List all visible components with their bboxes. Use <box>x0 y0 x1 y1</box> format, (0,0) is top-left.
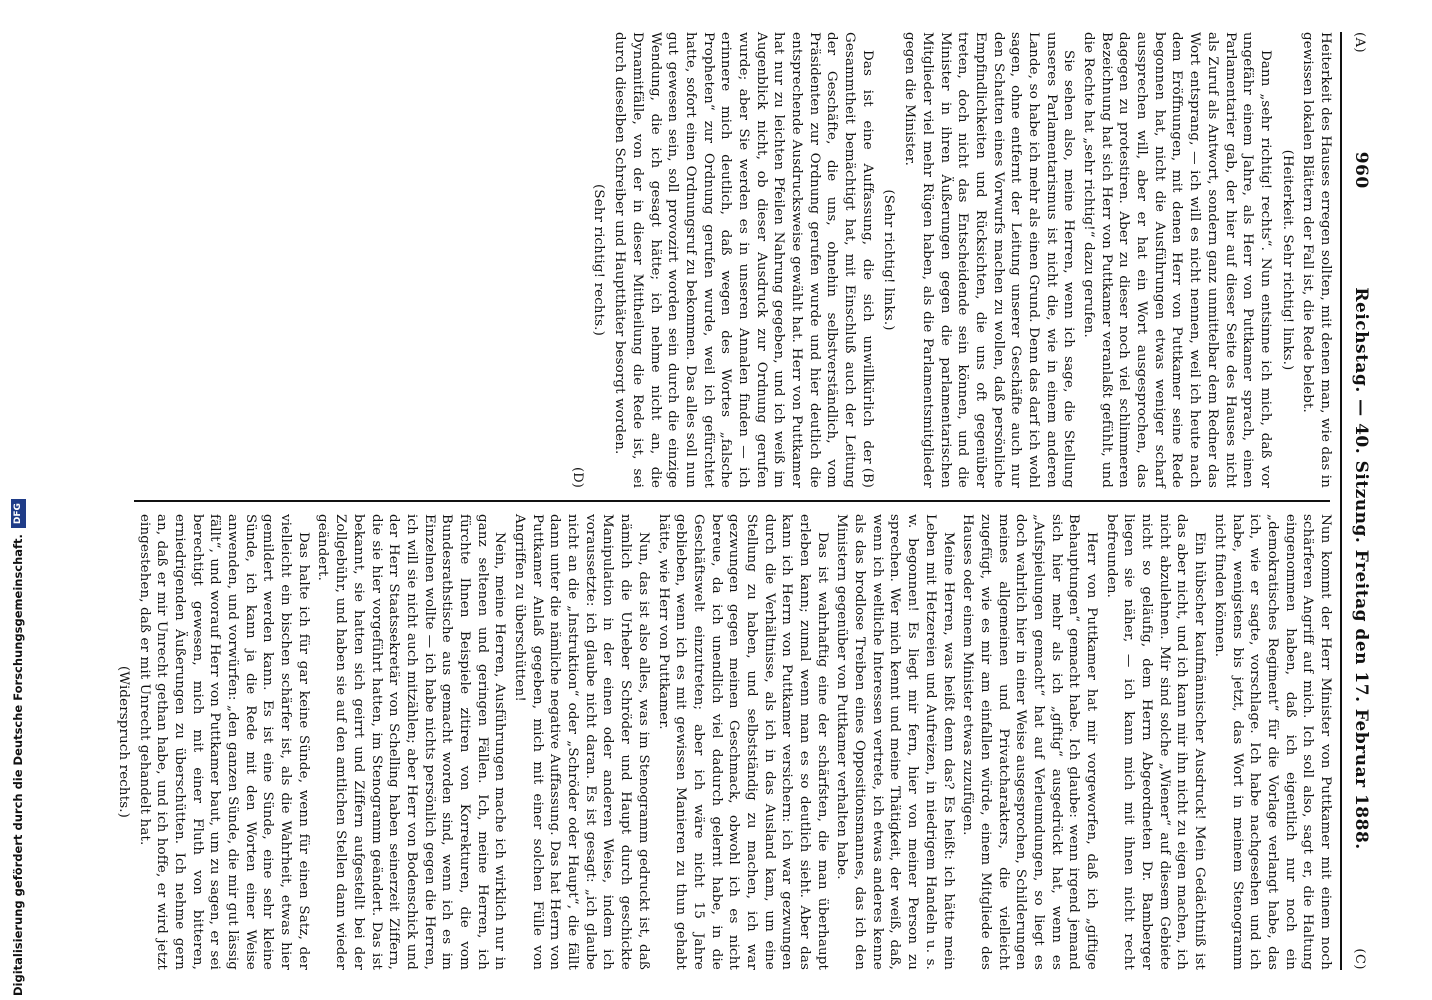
paragraph: Sie sehen also, meine Herren, wenn ich sage, die Stellung unseres Parlamentarismus ist nicht die, wie in einem anderen Lande, so habe ich mehr als einen Grund. Denn das darf ich wohl sagen, ohne entfernt der Leitung unserer Geschäfte auch nur den Schatten eines Vorwurfs machen zu wollen, daß persönliche Empfindlichkeiten und Rücksichten, die uns oft gegenüber treten, doch nicht das Entscheidende sein können, und die Minister in ihren Äußerungen gegen die parlamentarischen Mitglieder viel mehr Rügen haben, als die Parlamentsmitglieder gegen die Minister. <box>902 32 1077 489</box>
paragraph: Nun, das ist also alles, was im Stenogramm gedruckt ist, daß nämlich die Urheber Schröder und Haupt durch geschickte Manipulation in der einen oder anderen Weise, indem ich voraussetzte: ich glaube nicht daran. Es ist gesagt: „ich glaube nicht an die „Instruktion“ oder „Schröder oder Haupt“, die fällt dann unter die nämliche negative Auffassung. Das hat Herrn von Puttkamer Anlaß gegeben, mich mit einer solchen Fülle von Angriffen zu überschütten! <box>512 513 651 970</box>
paragraph: Dann „sehr richtig! rechts“. Nun entsinne ich mich, daß vor ungefähr einem Jahre, als Herr von Puttkamer sprach, einen Parlamentarier gab, der hier auf dieser Seite des Hauses nicht als Zuruf als Antwort, sondern ganz unmittelbar dem Redner das Wort entsprang, — ich will es nicht nennen, weil ich heute nach dem Eröffnungen, mit denen Herr von Puttkamer seine Rede begonnen hat, nicht die Ausführungen etwas weniger scharf aussprechen will, aber er hat ein Wort ausgesprochen, das dagegen zu protestiren. Aber zu dieser noch viel schlimmeren Bezeichnung hat sich Herr von Puttkamer veranlaßt gefühlt, und die Rechte hat „sehr richtig!“ dazu gerufen. <box>1081 32 1273 489</box>
margin-marker-a: (A) <box>1352 32 1367 54</box>
right-column <box>115 513 1334 970</box>
reaction: (Widerspruch rechts.) <box>115 665 131 819</box>
page-header <box>1340 32 1372 970</box>
paragraph: Das ist eine Auffassung, die sich unwillkürlich der Gesammtheit bemächtigt hat, mit Einschluß auch der Leitung der Geschäfte, die uns, ohnehin selbstverständlich, vom Präsidenten zur Ordnung gerufen wurde und hier deutlich die entsprechende Ausdrucksweise gewählt hat. Herr von Puttkamer hat nur zu leichten Pfeilen Nahrung gegeben, und ich weiß im Augenblick nicht, ob dieser Ausdruck zur Ordnung gerufen wurde; aber Sie werden es in unseren Annalen finden — ich erinnere mich deutlich, daß wegen des Wortes „falsche Propheten“ zur Ordnung gerufen wurde, weil ich gefürchtet hatte, sofort einen Ordnungsruf zu bekommen. Das alles soll nun gut gewesen sein, soll provozirt worden sein durch die einzige Wendung, die ich gesagt hätte; ich nehme nicht an, die Dynamitfälle, von der in dieser Mittheilung die Rede ist, sei durch dieselben Schreiber und Hauptthäter besorgt worden. <box>612 32 875 489</box>
left-column <box>134 32 1334 488</box>
margin-marker-d: (D) <box>569 466 585 489</box>
paragraph: Meine Herren, was heißt denn das? Es heißt: ich hätte mein Leben mit Hetzereien und Aufreizen, in niedrigem Handeln u. s. w. begonnen! Es liegt mir fern, hier von meiner Person zu sprechen. Wer mich kennt und meine Thätigkeit, der weiß, daß, wenn ich weltliche Interessen vertrete, ich etwas anderes kenne als das brodlose Treiben eines Oppositionsmannes, das ich den Ministern gegenüber von Puttkamer verhalten habe. <box>834 513 956 970</box>
paragraph: Nein, meine Herren, Ausführungen mache ich wirklich nur in ganz seltenen und geringen Fällen. Ich, meine Herren, ich fürchte Ihnen Beispiele zitiren von Korrekturen, die vom Bundesrathstische aus gemacht worden sind, wenn ich es im Einzelnen wollte — ich habe nichts persönlich gegen die Herren, ich will sie nicht auch mitzählen; aber Herr von Bodenschick und der Herr Staatssekretär von Schelling haben seinerzeit Ziffern, die sie hier vorgeführt hatten, im Stenogramm geändert. Das ist bekannt, sie hatten sich geirrt und Ziffern aufgestellt bei der Zollgebühr, und haben sie auf den amtlichen Stellen dann wieder geändert. <box>315 513 508 970</box>
paragraph: Herr von Puttkamer hat mir vorgeworfen, daß ich „giftige Behauptungen“ gemacht habe. Ich glaube: wenn irgend jemand sich hier mehr als ich „giftig“ ausgedrückt hat, wenn es „Aufspielungen gemacht“ hat auf Verleumdungen, so liegt es doch wahrlich hier in einer Weise ausgesprochen, Schilderungen meines allgemeinen und Privatcharakters, die vielleicht zugefügt, wie es mir am einfallen würde, einem Mitgliede des Hauses oder einem Minister etwas zuzufügen. <box>960 513 1100 970</box>
reaction: (Heiterkeit. Sehr richtig! links.) <box>1279 149 1295 371</box>
column-divider <box>134 500 1330 502</box>
scanned-page <box>110 6 1372 996</box>
reaction: (Sehr richtig! rechts.) <box>591 184 607 336</box>
margin-marker-c: (C) <box>1352 948 1367 970</box>
margin-marker-b: (B) <box>859 467 875 489</box>
page-number: 960 <box>1351 151 1371 189</box>
paragraph: Das halte ich für gar keine Sünde, wenn für einen Satz, der vielleicht ein bischen schärfer ist, als die Wahrheit, etwas hier gemildert werden kann. Es ist eine Sünde, eine sehr kleine Sünde, ich kann ja die Rede mit den Worten einer Weise anwenden, und vorwürfen: „den ganzen Sünde, die mir gut lässig fällt“, und worauf Herr von Puttkamer baut, um zu sagen, er sei berechtigt gewesen, mich mit einer Fluth von bitteren, erniedrigenden Äußerungen zu überschütten. Ich nehme gern an, daß er mir Unrecht gethan habe, und ich hoffe, er wird jetzt eingestehen, daß er mit Unrecht gehandelt hat. <box>136 513 311 970</box>
digitization-credit <box>10 503 26 996</box>
paragraph: Ein hübscher kaufmännischer Ausdruck! Mein Gedächtniß ist das aber nicht, und ich kann mir ihn nicht zu eigen machen, ich nicht abzulehnen. Mir sind solche „Wiener“ auf diesem Gebiete nicht so geläufig, dem Herrn Abgeordneten Dr. Bamberger liegen sie näher, — ich kann mich mit ihnen nicht recht befreunden. <box>1103 513 1208 970</box>
credit-text: Digitalisierung gefördert durch die Deutsche Forschungsgemeinschaft. <box>11 534 25 996</box>
text-columns <box>115 32 1334 970</box>
page-title: Reichstag. — 40. Sitzung. Freitag den 17. Februar 1888. <box>1351 287 1371 850</box>
paragraph: Nun kommt der Herr Minister von Puttkamer mit einem noch schärferen Angriff auf mich. Ich soll also, sagt er, die Haltung eingenommen haben, daß ich eigentlich nur noch ein „demokratisches Regiment“ für die Vorlage verlangt habe, das ich, wie er sagte, vorschlage. Ich habe nachgesehen und ich habe, wenigstens bis jetzt, das Wort in meinem Stenogramm nicht finden können. <box>1211 513 1333 970</box>
paragraph: Heiterkeit des Hauses erregen sollten, mit denen man, wie das in gewissen lokalen Blättern der Fall ist, die Rede belebt. <box>1300 32 1333 489</box>
dfg-logo-icon: DFG <box>11 499 26 528</box>
reaction: (Sehr richtig! links.) <box>881 189 897 331</box>
paragraph: Das ist wahrhaftig eine der schärfsten, die man überhaupt erleben kann; zumal wenn man es so deutlich sieht. Aber das kann ich Herrn von Puttkamer versichern: ich war gezwungen durch die Verhältnisse, als ich in das Ausland kam, um eine Stellung zu haben, und selbstständig zu machen, ich war gezwungen gegen meinen Geschmack, obwohl ich es nicht bereue, da ich unendlich viel dadurch gelernt habe, in die Geschäftswelt einzutreten; aber ich wäre nicht 15 Jahre geblieben, wenn ich es mit gewissen Manieren zu thun gehabt hätte, wie Herr von Puttkamer. <box>655 513 830 970</box>
